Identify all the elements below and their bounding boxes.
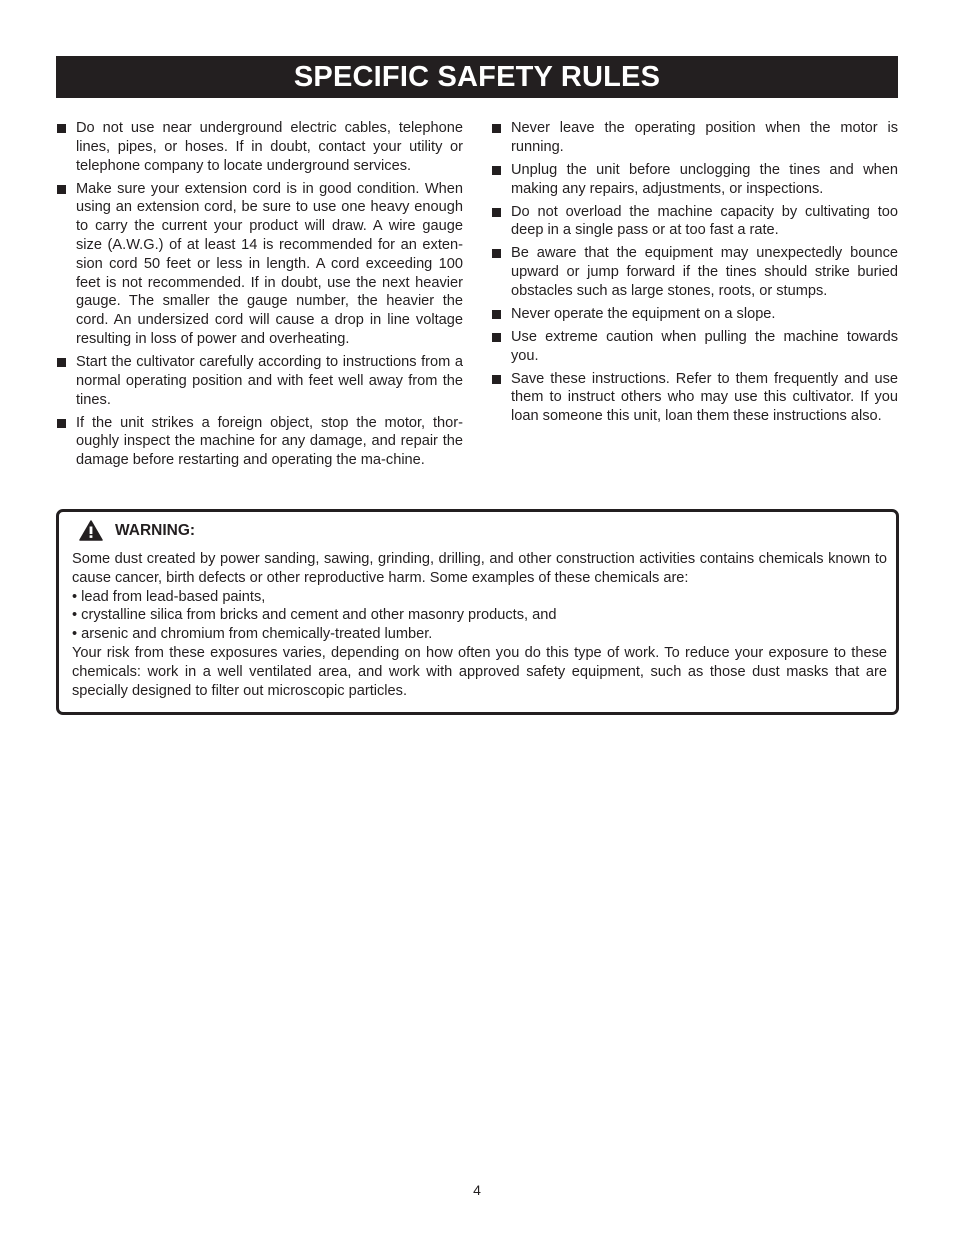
warning-list-item: • crystalline silica from bricks and cement and other masonry products, and [72,607,557,624]
square-bullet-icon [57,419,66,428]
rule-text: Be aware that the equipment may unexpectedly bounce upward or jump forward if the tines should strike buried obstacles such as large stones, roots, or stumps. [511,245,898,299]
rule-text: Never operate the equipment on a slope. [511,305,776,322]
warning-intro: Some dust created by power sanding, sawing, grinding, drilling, and other construction activities contains chemicals known to cause cancer, birth defects or other reproductive harm. Some examples of these chemicals are: [72,551,887,586]
rule-item [491,244,898,300]
warning-body [72,550,887,700]
rules-column-right [491,119,898,430]
rule-text: Make sure your extension cord is in good condition. When using an extension cord, be sure to use one heavy enough to carry the current your product will draw. A wire gauge size (A.W.G.) of at least 14 is recommended for an exten-sion cord 50 feet or less in length. A cord exceeding 100 feet is not recommended. If in doubt, use the next heavier gauge. The smaller the gauge number, the heavier the cord. An undersized cord will cause a drop in line voltage resulting in loss of power and overheating. [76,180,463,347]
square-bullet-icon [492,310,501,319]
page-title: SPECIFIC SAFETY RULES [293,60,661,93]
square-bullet-icon [492,124,501,133]
rule-item [56,414,463,470]
warning-list-item: • lead from lead-based paints, [72,588,266,605]
page-number: 4 [473,1182,481,1198]
rule-item [491,161,898,199]
rule-item [491,305,898,324]
square-bullet-icon [492,166,501,175]
warning-label: WARNING: [115,521,196,539]
rules-list-left [56,119,463,470]
square-bullet-icon [57,358,66,367]
rule-item [491,119,898,157]
rule-text: Never leave the operating position when the motor is running. [511,120,898,155]
title-bar [56,56,898,98]
square-bullet-icon [57,185,66,194]
square-bullet-icon [492,249,501,258]
rule-item [56,180,463,349]
rule-text: Unplug the unit before unclogging the tines and when making any repairs, adjustments, or inspections. [511,161,898,197]
rules-list-right [491,119,898,426]
rule-text: Start the cultivator carefully according to instructions from a normal operating position and with feet well away from the tines. [76,353,463,408]
rule-item [491,370,898,426]
rules-column-left [56,119,463,474]
rule-item [491,203,898,241]
rule-item [56,353,463,409]
square-bullet-icon [57,124,66,133]
rule-text: Do not use near underground electric cables, telephone lines, pipes, or hoses. If in doubt, contact your utility or telephone company to locate underground services. [76,120,463,174]
rule-item [56,119,463,175]
square-bullet-icon [492,375,501,384]
rule-text: If the unit strikes a foreign object, stop the motor, thor-oughly inspect the machine for any damage, and repair the damage before restarting and operating the ma-chine. [76,414,463,469]
warning-closing: Your risk from these exposures varies, depending on how often you do this type of work. To reduce your exposure to these chemicals: work in a well ventilated area, and work with approved safety equipment, such as those dust masks that are specially designed to filter out microscopic particles. [72,644,887,699]
rule-text: Do not overload the machine capacity by cultivating too deep in a single pass or at too fast a rate. [511,203,898,239]
warning-header [79,520,195,541]
warning-triangle-icon [79,520,115,541]
rule-text: Use extreme caution when pulling the machine towards you. [511,328,898,364]
warning-list-item: • arsenic and chromium from chemically-treated lumber. [72,626,433,643]
warning-box [56,509,899,715]
square-bullet-icon [492,333,501,342]
rule-text: Save these instructions. Refer to them frequently and use them to instruct others who may use this cultivator. If you loan someone this unit, loan them these instructions also. [511,370,898,425]
square-bullet-icon [492,208,501,217]
rule-item [491,328,898,366]
